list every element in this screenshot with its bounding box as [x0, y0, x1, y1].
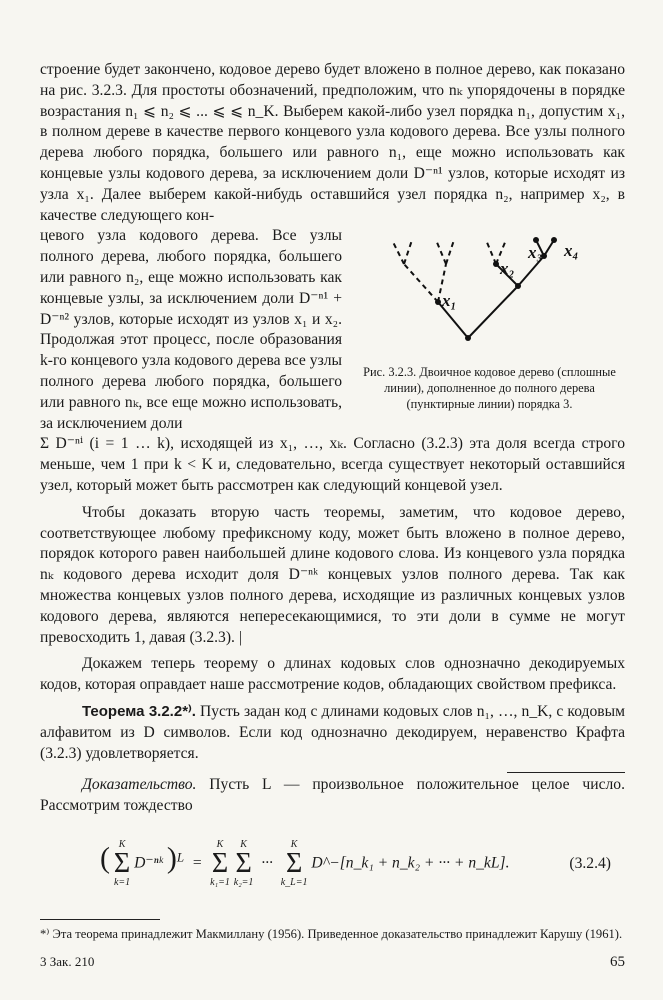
proof — [40, 775, 625, 817]
theorem-text: Пусть задан код с длинами кодовых слов n₁, …, n_K, с кодовым алфавитом из D символов. Если код однозначно декодируем, неравенство Крафта (3.2.3) удовлетворяется. — [40, 702, 625, 762]
dashed-edge — [392, 240, 404, 264]
figure-wrap — [40, 226, 625, 434]
equation-number: (3.2.4) — [569, 854, 611, 872]
label-x4: x₄ — [564, 241, 579, 261]
footnote: *⁾ Эта теорема принадлежит Макмиллану (1956). Приведенное доказательство принадлежит Карушу (1961). — [40, 926, 623, 941]
label-x3: x₃ — [528, 243, 543, 263]
tree-node — [465, 335, 471, 341]
dashed-edge — [436, 240, 446, 264]
proof-label: Доказательство. — [82, 776, 197, 794]
paragraph-1: строение будет закончено, кодовое дерево будет вложено в полное дерево, как показано на рис. 3.2.3. Для простоты обозначений, предположим, что nₖ упорядочены в порядке возрастания n₁ ⩽ n₂ ⩽ ... ⩽ ⩽ n_K. Выберем какой-либо узел порядка n₁, допустим x₁, в полном дереве в качестве первого концевого узла кодового дерева. Все узлы полного дерева любого порядка, большего или равного n₁, еще можно использовать как концевые узлы кодового дерева, за исключением доли D⁻ⁿ¹ узлов, которые исходят из узла x₁. Далее выберем какой-нибудь оставшийся узел порядка n₂, например x₂, в качестве следующего кон- — [40, 61, 625, 224]
label-x1: x₁ — [442, 291, 457, 311]
tree-node — [515, 283, 521, 289]
paragraph-2: Чтобы доказать вторую часть теоремы, заметим, что кодовое дерево, соответствующее любому префиксному коду, может быть вложено в полное дерево, порядок которого равен наибольшей длине кодового слова. Из концевого узла порядка nₖ кодового дерева исходит доля D⁻ⁿᵏ концевых узлов полного дерева. Так как множества концевых узлов полного дерева, исходящие из различных концевых узлов кодового дерева, являются непересекающимися, то эти доли в сумме не могут превосходить 1, давая (3.2.3). | — [40, 503, 625, 646]
theorem-label: Теорема 3.2.2*⁾. — [82, 702, 196, 720]
tree-node — [493, 261, 499, 267]
figure — [354, 226, 625, 434]
tree-edge — [468, 286, 518, 338]
dashed-edge — [404, 264, 438, 302]
dashed-edge — [404, 240, 412, 264]
footnote-rule — [40, 919, 160, 920]
divider — [507, 772, 625, 773]
equation-rhs: D^−[n_k₁ + n_k₂ + ··· + n_kL]. — [311, 854, 510, 872]
equation-lhs: D⁻ⁿᵏ — [134, 854, 163, 872]
proof-text: Пусть L — произвольное положительное целое число. Рассмотрим тождество — [40, 776, 625, 815]
tree-node — [551, 237, 557, 243]
dashed-edge — [446, 240, 454, 264]
binary-tree-figure — [368, 234, 608, 354]
page-footer — [40, 954, 625, 971]
figure-caption: Рис. 3.2.3. Двоичное кодовое дерево (сплошные линии), дополненное до полного дерева (пунктирные линии) порядка 3. — [363, 365, 616, 412]
paragraph-1-wrap: цевого узла кодового дерева. Все узлы полного дерева, любого порядка, большего или равного n₂, еще можно использовать как концевые узлы, за исключением доли D⁻ⁿ¹ + D⁻ⁿ² узлов, которые исходят из узлов x₁ и x₂. Продолжая этот процесс, после образования k-го концевого узла кодового дерева все узлы полного дерева любого порядка, большего или равного nₖ, все еще можно использовать, за исключением доли — [40, 227, 342, 432]
label-x2: x₂ — [500, 259, 515, 279]
equation-3-2-4 — [100, 827, 625, 901]
theorem — [40, 702, 625, 764]
equation-body: ( K Σ k=1 D⁻ⁿᵏ )$^L$ = K Σ k₁=1 K Σ k₂=1 ··· K Σ k_L=1 D^−[n_k₁ + n_k₂ + ··· + n_kL]. — [100, 838, 510, 888]
dashed-edge — [486, 240, 496, 264]
paragraph-3: Докажем теперь теорему о длинах кодовых слов однозначно декодируемых кодов, которая оправдает наше рассмотрение кодов, обладающих свойством префикса. — [40, 655, 625, 694]
page-number: 65 — [610, 953, 625, 970]
page-body — [40, 60, 625, 971]
tree-node — [435, 299, 441, 305]
signature-mark: 3 Зак. 210 — [40, 953, 95, 969]
paragraph-1-end: Σ D⁻ⁿⁱ (i = 1 … k), исходящей из x₁, …, xₖ. Согласно (3.2.3) эта доля всегда строго меньше, чем 1 при k < K и, следовательно, всегда существует некоторый оставшийся узел, который может быть рассмотрен как следующий концевой узел. — [40, 435, 625, 494]
